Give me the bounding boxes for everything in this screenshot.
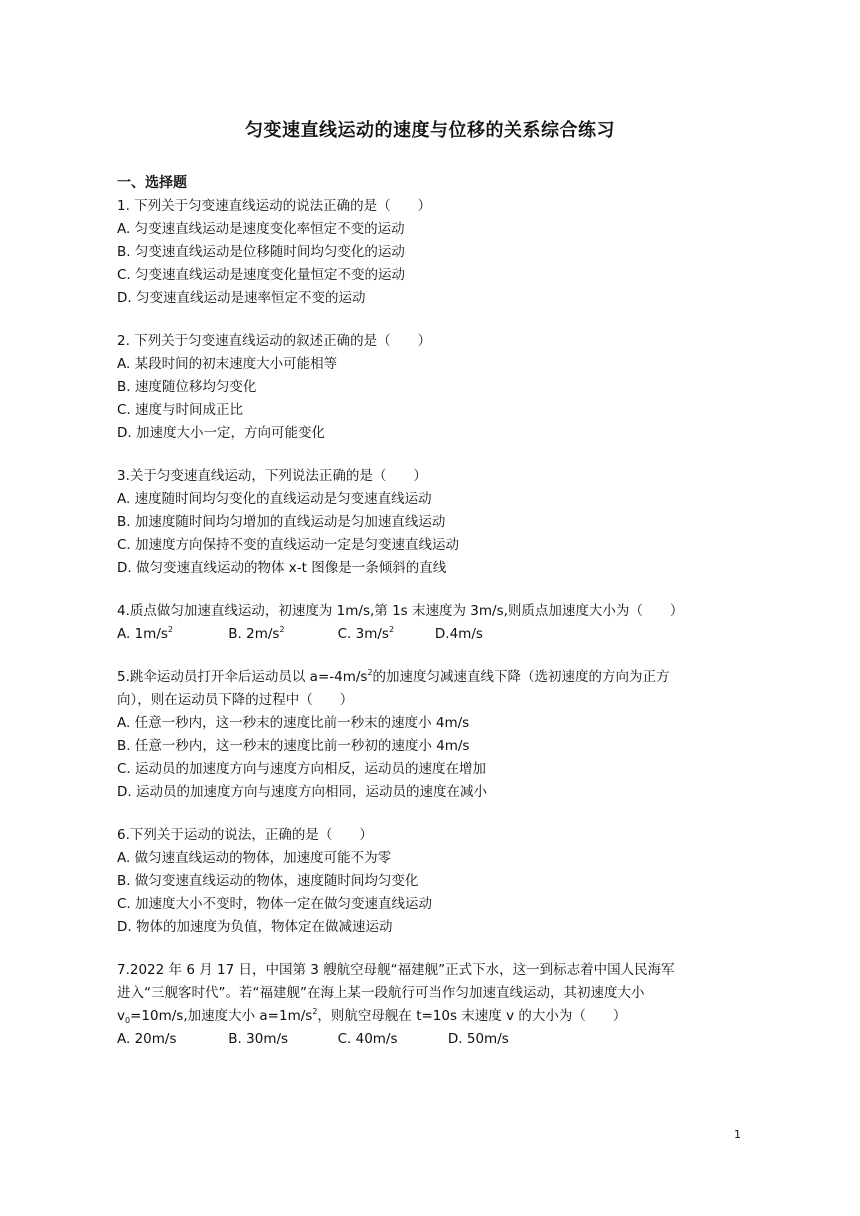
question-6 <box>117 824 747 939</box>
options-row <box>117 1028 747 1051</box>
question-5 <box>117 666 747 804</box>
option-b: B. 匀变速直线运动是位移随时间均匀变化的运动 <box>117 244 405 260</box>
option-c: C. 40m/s <box>337 1031 398 1047</box>
question-2 <box>117 330 747 445</box>
question-stem: 5.跳伞运动员打开伞后运动员以 $a=-4m/s^2$的加速度匀减速直线下降（选初速度的方向为正方 <box>117 668 670 685</box>
question-stem: 7.2022 年 6 月 17 日，中国第 3 艘航空母舰“福建舰”正式下水，这一到标志着中国人民海军 <box>117 962 675 978</box>
option-a: A. 20m/s <box>117 1031 177 1047</box>
option-c: C. 加速度方向保持不变的直线运动一定是匀变速直线运动 <box>117 537 460 553</box>
option-b: B. 30m/s <box>228 1031 289 1047</box>
question-4 <box>117 600 747 646</box>
option-d: D. 做匀变速直线运动的物体 x-t 图像是一条倾斜的直线 <box>117 560 447 576</box>
question-stem: 6.下列关于运动的说法，正确的是（ ） <box>117 827 373 843</box>
option-b: B. 任意一秒内，这一秒末的速度比前一秒初的速度小 4m/s <box>117 738 470 754</box>
option-d: D. 加速度大小一定，方向可能变化 <box>117 425 325 441</box>
question-stem-cont: 向），则在运动员下降的过程中（ ） <box>117 692 354 708</box>
question-7 <box>117 959 747 1051</box>
question-1 <box>117 195 747 310</box>
question-stem: 1. 下列关于匀变速直线运动的说法正确的是（ ） <box>117 198 432 214</box>
question-3 <box>117 465 747 580</box>
option-b: B. 做匀变速直线运动的物体，速度随时间均匀变化 <box>117 873 419 889</box>
options-row <box>117 623 747 646</box>
question-stem: 3.关于匀变速直线运动，下列说法正确的是（ ） <box>117 468 427 484</box>
option-c: C. 加速度大小不变时，物体一定在做匀变速直线运动 <box>117 896 433 912</box>
option-a: A. 做匀速直线运动的物体，加速度可能不为零 <box>117 850 392 866</box>
question-list <box>117 172 747 1051</box>
option-c: C. $3m/s^2$ <box>337 625 395 642</box>
option-d: D. 运动员的加速度方向与速度方向相同，运动员的速度在减小 <box>117 784 487 800</box>
question-stem-cont: 进入“三舰客时代”。若“福建舰”在海上某一段航行可当作匀加速直线运动，其初速度大小 <box>117 985 645 1001</box>
option-d: D. 匀变速直线运动是速率恒定不变的运动 <box>117 290 366 306</box>
question-stem-cont: $v_0=10m/s$,加速度大小 $a=1m/s^2$，则航空母舰在 t=10s 末速度 v 的大小为（ ） <box>117 1007 627 1025</box>
option-d: D. 物体的加速度为负值，物体定在做减速运动 <box>117 919 393 935</box>
option-b: B. $2m/s^2$ <box>228 625 285 642</box>
page-number: 1 <box>734 1128 741 1141</box>
option-d: D.4m/s <box>434 626 483 642</box>
option-a: A. 某段时间的初末速度大小可能相等 <box>117 356 338 372</box>
option-c: C. 速度与时间成正比 <box>117 402 244 418</box>
question-stem: 4.质点做匀加速直线运动，初速度为 1m/s,第 1s 末速度为 3m/s,则质点加速度大小为（ ） <box>117 603 684 619</box>
option-b: B. 速度随位移均匀变化 <box>117 379 257 395</box>
option-a: A. 速度随时间均匀变化的直线运动是匀变速直线运动 <box>117 491 432 507</box>
page-title: 匀变速直线运动的速度与位移的关系综合练习 <box>245 120 615 141</box>
option-c: C. 运动员的加速度方向与速度方向相反，运动员的速度在增加 <box>117 761 487 777</box>
option-a: A. 匀变速直线运动是速度变化率恒定不变的运动 <box>117 221 405 237</box>
section-heading: 一、选择题 <box>117 175 187 191</box>
option-a: A. $1m/s^2$ <box>117 625 173 642</box>
question-stem: 2. 下列关于匀变速直线运动的叙述正确的是（ ） <box>117 333 432 349</box>
option-b: B. 加速度随时间均匀增加的直线运动是匀加速直线运动 <box>117 514 446 530</box>
option-d: D. 50m/s <box>447 1031 509 1047</box>
option-c: C. 匀变速直线运动是速度变化量恒定不变的运动 <box>117 267 406 283</box>
option-a: A. 任意一秒内，这一秒末的速度比前一秒末的速度小 4m/s <box>117 715 470 731</box>
